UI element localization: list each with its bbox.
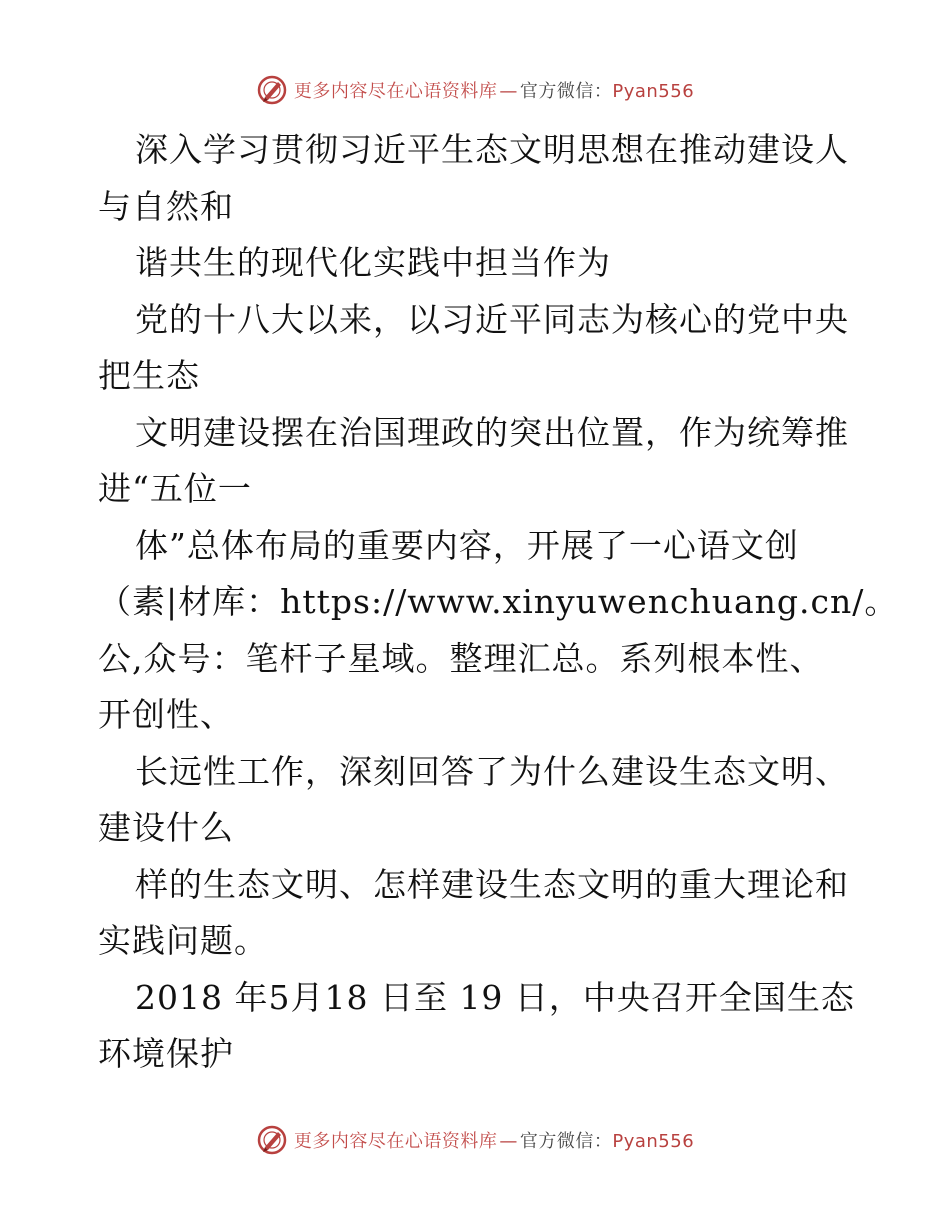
header-separator: — <box>499 81 518 102</box>
footer-wechat-label: 官方微信： <box>519 1131 613 1152</box>
header-wechat-label: 官方微信： <box>519 81 613 102</box>
document-body <box>98 122 899 1083</box>
body-line: 2018 年5月18 日至 19 日，中央召开全国生态 <box>135 977 855 1017</box>
footer-promo <box>294 1127 694 1153</box>
footer-wechat-handle: Pyan556 <box>612 1131 695 1152</box>
footer-promo-text: 更多内容尽在心语资料库 <box>293 1131 498 1152</box>
pen-logo-icon <box>256 74 288 106</box>
header-promo <box>294 77 694 103</box>
header-wechat-handle: Pyan556 <box>612 81 695 102</box>
header-promo-text: 更多内容尽在心语资料库 <box>293 81 498 102</box>
body-line: 公,众号：笔杆子星域。整理汇总。系列根本性、 <box>98 638 824 678</box>
pen-logo-icon <box>256 1124 288 1156</box>
body-line: （素|材库：https://www.xinyuwenchuang.cn/。 <box>98 582 899 621</box>
body-line: 党的十八大以来，以习近平同志为核心的党中央 <box>135 299 849 339</box>
body-line: 样的生态文明、怎样建设生态文明的重大理论和 <box>135 864 849 904</box>
body-line: 谐共生的现代化实践中担当作为 <box>135 243 611 282</box>
body-line: 实践问题。 <box>98 921 268 960</box>
footer-watermark-banner <box>0 1120 950 1160</box>
body-line: 开创性、 <box>98 695 234 734</box>
body-line: 文明建设摆在治国理政的突出位置，作为统筹推 <box>135 412 849 452</box>
body-line: 把生态 <box>98 356 200 395</box>
body-line: 进“五位一 <box>98 469 252 508</box>
body-line: 建设什么 <box>98 808 234 847</box>
body-line: 环境保护 <box>98 1034 234 1073</box>
body-line: 深入学习贯彻习近平生态文明思想在推动建设人 <box>135 130 849 169</box>
header-watermark-banner <box>0 70 950 110</box>
body-line: 与自然和 <box>98 186 234 226</box>
footer-separator: — <box>499 1131 518 1152</box>
body-line: 长远性工作，深刻回答了为什么建设生态文明、 <box>135 751 849 791</box>
body-line: 体”总体布局的重要内容，开展了一心语文创 <box>135 525 799 565</box>
